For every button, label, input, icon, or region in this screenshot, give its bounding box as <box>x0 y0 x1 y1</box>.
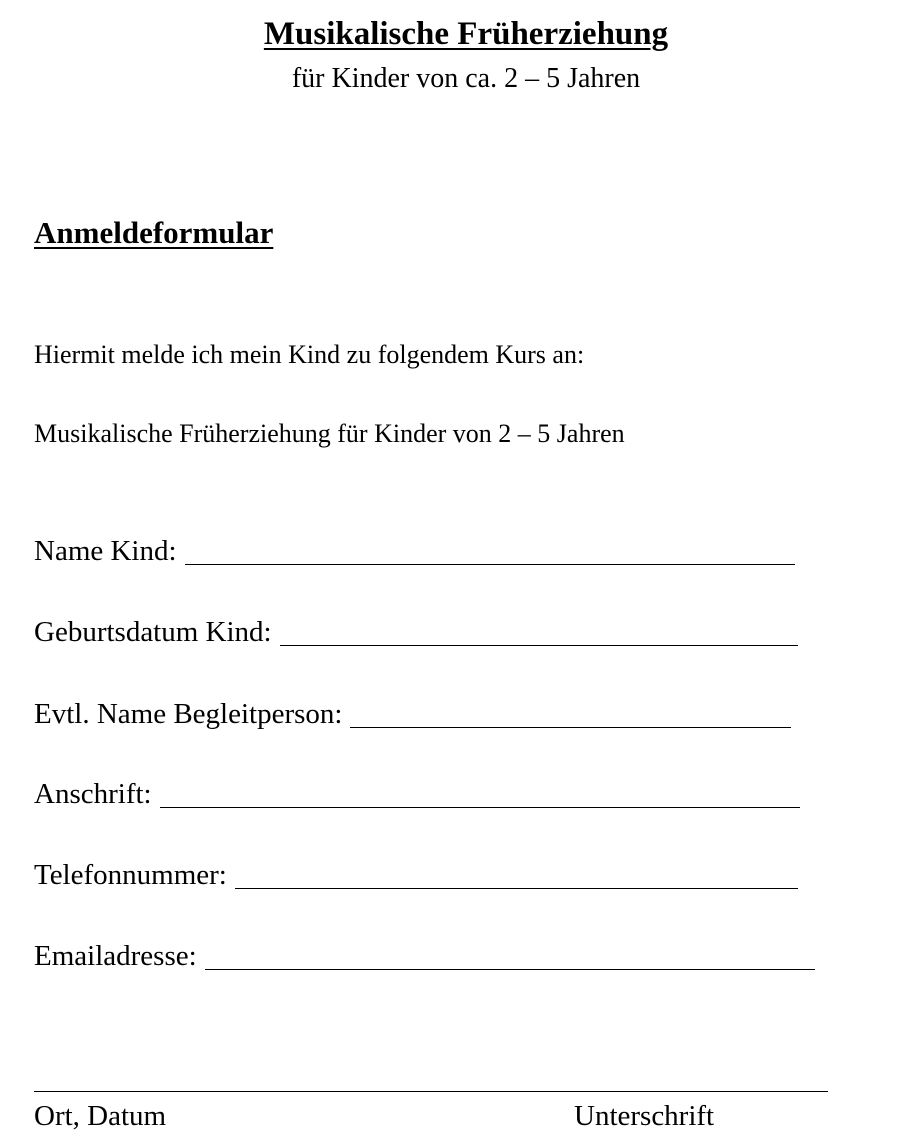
place-date-label: Ort, Datum <box>34 1100 167 1132</box>
field-telefonnummer <box>34 858 798 892</box>
signature-line[interactable] <box>34 1091 828 1092</box>
field-name-kind <box>34 534 795 568</box>
begleitperson-input-line[interactable] <box>350 727 791 728</box>
field-anschrift <box>34 777 800 811</box>
field-label: Name Kind: <box>34 535 177 567</box>
form-heading: Anmeldeformular <box>34 215 274 250</box>
field-begleitperson <box>34 697 791 731</box>
field-geburtsdatum <box>34 615 798 649</box>
document-subtitle: für Kinder von ca. 2 – 5 Jahren <box>291 63 641 94</box>
field-label: Geburtsdatum Kind: <box>34 616 272 648</box>
document-title: Musikalische Früherziehung <box>263 16 669 52</box>
signature-label: Unterschrift <box>574 1100 715 1132</box>
telefonnummer-input-line[interactable] <box>235 888 798 889</box>
field-label: Anschrift: <box>34 778 152 810</box>
name-kind-input-line[interactable] <box>185 564 795 565</box>
field-label: Emailadresse: <box>34 940 197 972</box>
field-label: Evtl. Name Begleitperson: <box>34 698 343 730</box>
emailadresse-input-line[interactable] <box>205 969 815 970</box>
intro-text: Hiermit melde ich mein Kind zu folgendem Kurs an: <box>34 340 585 369</box>
geburtsdatum-input-line[interactable] <box>280 645 798 646</box>
anschrift-input-line[interactable] <box>160 807 800 808</box>
field-label: Telefonnummer: <box>34 859 227 891</box>
field-emailadresse <box>34 939 815 973</box>
course-text: Musikalische Früherziehung für Kinder von 2 – 5 Jahren <box>34 419 625 448</box>
